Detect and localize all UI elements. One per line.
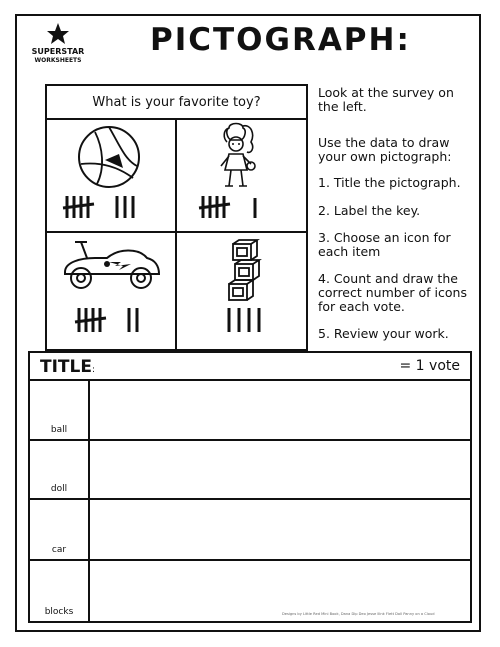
pictograph-title-label: TITLE: [40,357,96,377]
doll-icon [207,120,267,194]
page-title: PICTOGRAPH: [150,22,411,58]
credit-line: Designs by Little Red Mini Book, Dana Dip Deo Jesse Illnk Flett Doll Panny on a Cloud [282,612,435,616]
pictograph-table [28,351,472,623]
row-label-car: car [51,545,67,555]
svg-text:SUPERSTAR: SUPERSTAR [31,47,85,56]
svg-text:WORKSHEETS: WORKSHEETS [34,57,82,64]
tally-marks-doll [193,192,283,222]
instruction-step-2: 2. Label the key. [318,203,421,218]
beach-ball-icon [75,124,147,190]
row-label-blocks: blocks [44,607,74,617]
survey-question: What is your favorite toy? [47,86,306,120]
row-label-ball: ball [50,425,68,435]
toy-car-icon [59,236,163,294]
survey-box [45,84,308,351]
instruction-step-4: 4. Count and draw the correct number of icons for each vote. [318,271,467,314]
instruction-step-3: 3. Choose an icon for each item [318,230,451,259]
pictograph-key: = 1 vote [399,358,460,374]
instruction-step-1: 1. Title the pictograph. [318,175,461,190]
row-label-doll: doll [50,484,68,494]
instruction-step-5: 5. Review your work. [318,326,449,341]
instructions-intro: Look at the survey on the left. [318,85,454,114]
tally-marks-blocks [223,304,273,336]
stacked-blocks-icon [225,238,271,304]
tally-marks-ball [61,192,151,222]
pictograph-row-car [30,500,470,561]
pictograph-header [30,353,470,381]
tally-marks-car [73,304,163,336]
pictograph-row-doll [30,441,470,500]
superstar-worksheets-logo [28,22,88,66]
instructions-lead: Use the data to draw your own pictograph: [318,135,452,164]
pictograph-row-ball [30,381,470,441]
